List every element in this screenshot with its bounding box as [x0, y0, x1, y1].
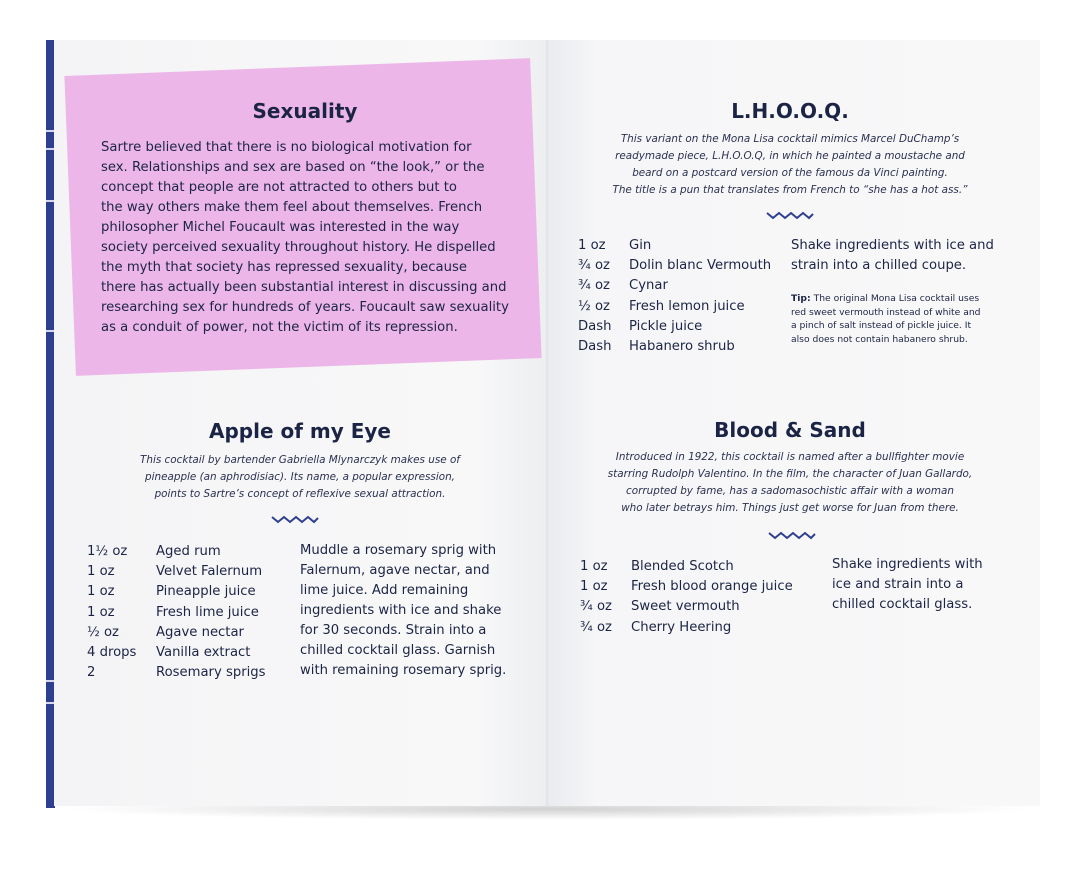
section-title-apple: Apple of my Eye — [208, 419, 391, 443]
method-line: Falernum, agave nectar, and — [300, 563, 490, 578]
ingredient-row — [87, 643, 266, 663]
method-line: with remaining rosemary sprig. — [300, 663, 507, 678]
sexuality-text — [101, 138, 521, 338]
text-line: the way others make them feel about themselves. French — [101, 200, 483, 215]
ingredient-row — [580, 557, 793, 577]
tip-line: also does not contain habanero shrub. — [791, 333, 968, 345]
lhooq-intro — [580, 131, 1000, 199]
ingredient-qty: 1 oz — [580, 559, 608, 574]
ingredient-row — [578, 256, 771, 276]
ingredient-qty: ½ oz — [578, 298, 610, 314]
method-line: Muddle a rosemary sprig with — [300, 543, 497, 558]
lhooq-method — [791, 236, 994, 276]
ingredient-name: Cynar — [629, 278, 668, 294]
intro-line: This variant on the Mona Lisa cocktail mimics Marcel DuChamp’s — [620, 133, 960, 145]
method-line: lime juice. Add remaining — [300, 583, 469, 598]
ingredient-name: Aged rum — [156, 544, 221, 559]
method-line: chilled cocktail glass. — [832, 597, 973, 612]
ingredient-name: Agave nectar — [156, 624, 244, 640]
ingredient-name: Fresh lime juice — [156, 604, 259, 620]
ingredient-name: Fresh lemon juice — [629, 298, 745, 314]
ingredient-qty: 1 oz — [580, 579, 608, 595]
apple-ingredients — [87, 542, 266, 683]
ingredient-name: Sweet vermouth — [631, 599, 740, 615]
ingredient-row — [87, 623, 266, 643]
ingredient-row — [578, 317, 771, 337]
intro-line: Introduced in 1922, this cocktail is named after a bullfighter movie — [615, 451, 965, 463]
blood-sand-ingredients — [580, 557, 793, 638]
tip-line: a pinch of salt instead of pickle juice. It — [791, 320, 972, 331]
ingredient-name: Habanero shrub — [629, 339, 735, 355]
ingredient-name: Gin — [629, 238, 652, 253]
ingredient-name: Velvet Falernum — [156, 564, 263, 580]
zigzag-divider-icon — [271, 513, 319, 525]
ingredient-qty: ¾ oz — [578, 278, 610, 294]
method-line: ingredients with ice and shake — [300, 603, 502, 618]
intro-line: The title is a pun that translates from French to “she has a hot ass.” — [612, 184, 968, 196]
section-title-lhooq: L.H.O.O.Q. — [731, 99, 849, 123]
section-title-sexuality: Sexuality — [252, 99, 358, 123]
ingredient-row — [87, 542, 266, 562]
zigzag-divider-icon — [768, 529, 816, 541]
intro-line: corrupted by fame, has a sadomasochistic affair with a woman — [626, 485, 954, 497]
book-gutter — [546, 40, 550, 806]
ingredient-row — [578, 297, 771, 317]
ingredient-qty: 1 oz — [578, 238, 606, 253]
zigzag-divider-icon — [766, 209, 814, 221]
intro-line: pineapple (an aphrodisiac). Its name, a popular expression, — [145, 471, 455, 483]
ingredient-row — [87, 663, 266, 683]
ingredient-row — [87, 582, 266, 602]
ingredient-qty: 1 oz — [87, 584, 115, 600]
blood-sand-method — [832, 555, 983, 615]
section-title-blood-sand: Blood & Sand — [714, 418, 866, 442]
ingredient-name: Rosemary sprigs — [156, 665, 266, 681]
ingredient-row — [580, 597, 793, 617]
text-line: the myth that society has repressed sexuality, because — [101, 260, 467, 275]
intro-line: who later betrays him. Things just get worse for Juan from there. — [621, 502, 959, 514]
text-line: as a conduit of power, not the victim of its repression. — [101, 320, 458, 335]
ingredient-name: Vanilla extract — [156, 645, 251, 661]
intro-line: readymade piece, L.H.O.O.Q, in which he painted a moustache and — [615, 150, 965, 162]
ingredient-qty: 1½ oz — [87, 544, 128, 559]
text-line: sex. Relationships and sex are based on “the look,” or the — [101, 160, 485, 175]
ingredient-name: Blended Scotch — [631, 559, 734, 574]
ingredient-row — [580, 577, 793, 597]
ingredient-name: Dolin blanc Vermouth — [629, 258, 772, 274]
ingredient-qty: 4 drops — [87, 645, 137, 661]
ingredient-name: Pineapple juice — [156, 584, 256, 600]
ingredient-name: Pickle juice — [629, 318, 703, 334]
tip-line: The original Mona Lisa cocktail uses — [810, 293, 980, 304]
ingredient-row — [578, 276, 771, 296]
ingredient-qty: ¾ oz — [580, 599, 612, 615]
lhooq-ingredients — [578, 236, 771, 357]
ingredient-qty: 1 oz — [87, 604, 115, 620]
ingredient-row — [578, 236, 771, 256]
method-line: ice and strain into a — [832, 577, 964, 592]
method-line: strain into a chilled coupe. — [791, 258, 967, 273]
text-line: philosopher Michel Foucault was interested in the way — [101, 220, 460, 235]
text-line: there has actually been substantial interest in discussing and — [101, 280, 507, 295]
lhooq-tip — [791, 292, 980, 346]
apple-method — [300, 541, 506, 681]
ingredient-qty: ¾ oz — [580, 619, 612, 635]
ingredient-qty: Dash — [578, 339, 612, 355]
method-line: for 30 seconds. Strain into a — [300, 623, 487, 638]
ingredient-name: Cherry Heering — [631, 619, 732, 635]
text-line: concept that people are not attracted to others but to — [101, 180, 457, 195]
intro-line: starring Rudolph Valentino. In the film, the character of Juan Gallardo, — [607, 468, 973, 480]
ingredient-qty: 1 oz — [87, 564, 115, 580]
blood-sand-intro — [575, 449, 1005, 517]
text-line: society perceived sexuality throughout history. He dispelled — [101, 240, 496, 255]
tip-label: Tip: — [791, 293, 811, 304]
method-line: Shake ingredients with ice and — [791, 238, 994, 253]
method-line: chilled cocktail glass. Garnish — [300, 643, 496, 658]
ingredient-qty: ½ oz — [87, 624, 119, 640]
ingredient-name: Fresh blood orange juice — [631, 579, 793, 595]
tip-line: red sweet vermouth instead of white and — [791, 306, 981, 318]
ingredient-qty: ¾ oz — [578, 258, 610, 274]
ingredient-row — [87, 603, 266, 623]
method-line: Shake ingredients with — [832, 557, 983, 572]
ingredient-row — [580, 618, 793, 638]
apple-intro — [100, 452, 500, 503]
ingredient-qty: 2 — [87, 665, 96, 681]
ingredient-row — [87, 562, 266, 582]
ingredient-qty: Dash — [578, 318, 612, 334]
intro-line: beard on a postcard version of the famous da Vinci painting. — [632, 167, 948, 179]
intro-line: points to Sartre’s concept of reflexive sexual attraction. — [154, 488, 446, 500]
text-line: Sartre believed that there is no biological motivation for — [101, 140, 472, 155]
ingredient-row — [578, 337, 771, 357]
text-line: researching sex for hundreds of years. Foucault saw sexuality — [101, 300, 509, 315]
intro-line: This cocktail by bartender Gabriella Mlynarczyk makes use of — [140, 454, 460, 466]
